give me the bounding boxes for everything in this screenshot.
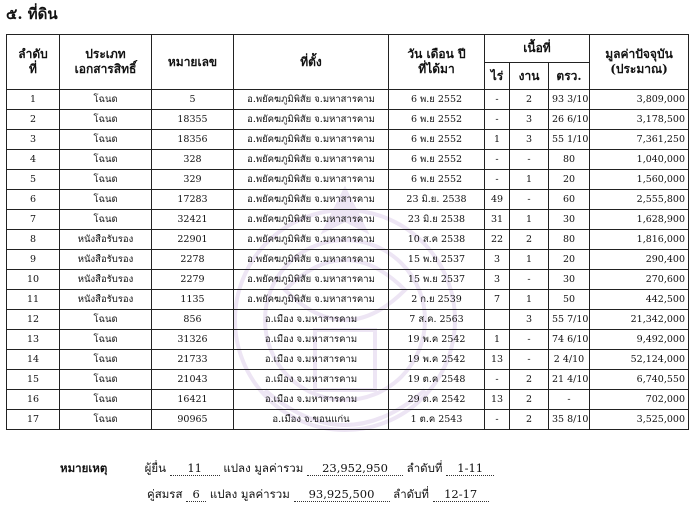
cell-date: 6 พ.ย 2552: [389, 170, 485, 190]
cell-number: 21733: [152, 350, 234, 370]
note-label: หมายเหตุ: [60, 461, 108, 475]
cell-doc-type: โฉนด: [60, 410, 152, 430]
table-row: [7, 190, 689, 210]
table-row: [7, 330, 689, 350]
header-value: มูลค่าปัจจุบัน (ประมาณ): [590, 35, 689, 90]
cell-value: 7,361,250: [590, 130, 689, 150]
cell-value: 1,560,000: [590, 170, 689, 190]
cell-ngan: -: [510, 190, 549, 210]
cell-rai: 13: [485, 390, 510, 410]
cell-no: 10: [7, 270, 60, 290]
cell-date: 15 พ.ย 2537: [389, 270, 485, 290]
note-line-1: [60, 460, 494, 478]
note-total: 23,952,950: [307, 461, 403, 476]
cell-no: 2: [7, 110, 60, 130]
note-order: 1-11: [446, 461, 494, 476]
cell-location: อ.พยัคฆภูมิพิสัย จ.มหาสารคาม: [234, 190, 389, 210]
cell-doc-type: หนังสือรับรอง: [60, 230, 152, 250]
cell-no: 17: [7, 410, 60, 430]
cell-wa: 80: [549, 150, 590, 170]
cell-date: 19 พ.ค 2542: [389, 330, 485, 350]
cell-doc-type: โฉนด: [60, 350, 152, 370]
cell-location: อ.พยัคฆภูมิพิสัย จ.มหาสารคาม: [234, 230, 389, 250]
note-owner: ผู้ยื่น: [144, 461, 166, 475]
header-doc-type: ประเภท เอกสารสิทธิ์: [60, 35, 152, 90]
cell-number: 2279: [152, 270, 234, 290]
cell-wa: 93 3/10: [549, 90, 590, 110]
cell-number: 22901: [152, 230, 234, 250]
cell-ngan: 3: [510, 310, 549, 330]
cell-rai: 22: [485, 230, 510, 250]
cell-number: 32421: [152, 210, 234, 230]
cell-wa: 74 6/10: [549, 330, 590, 350]
cell-value: 3,178,500: [590, 110, 689, 130]
cell-doc-type: โฉนด: [60, 390, 152, 410]
cell-rai: -: [485, 90, 510, 110]
cell-date: 19 ต.ค 2548: [389, 370, 485, 390]
note-line-2: [147, 486, 489, 504]
cell-location: อ.เมือง จ.ขอนแก่น: [234, 410, 389, 430]
header-date: วัน เดือน ปี ที่ได้มา: [389, 35, 485, 90]
cell-ngan: -: [510, 330, 549, 350]
note-unit: แปลง: [223, 461, 251, 475]
cell-value: 1,816,000: [590, 230, 689, 250]
cell-no: 13: [7, 330, 60, 350]
cell-number: 31326: [152, 330, 234, 350]
cell-date: 1 ต.ค 2543: [389, 410, 485, 430]
table-row: [7, 290, 689, 310]
cell-date: 6 พ.ย 2552: [389, 110, 485, 130]
cell-rai: 3: [485, 250, 510, 270]
cell-number: 329: [152, 170, 234, 190]
cell-rai: -: [485, 410, 510, 430]
cell-doc-type: โฉนด: [60, 330, 152, 350]
note-total-label: มูลค่ารวม: [254, 461, 304, 475]
cell-value: 52,124,000: [590, 350, 689, 370]
cell-location: อ.พยัคฆภูมิพิสัย จ.มหาสารคาม: [234, 90, 389, 110]
cell-no: 8: [7, 230, 60, 250]
cell-doc-type: โฉนด: [60, 170, 152, 190]
table-row: [7, 390, 689, 410]
header-ngan: งาน: [510, 63, 549, 90]
cell-date: 7 ส.ค. 2563: [389, 310, 485, 330]
cell-wa: 80: [549, 230, 590, 250]
cell-location: อ.เมือง จ.มหาสารคาม: [234, 310, 389, 330]
header-number: หมายเลข: [152, 35, 234, 90]
cell-ngan: -: [510, 270, 549, 290]
cell-number: 2278: [152, 250, 234, 270]
cell-wa: 60: [549, 190, 590, 210]
section-title: ๕. ที่ดิน: [6, 5, 58, 23]
cell-date: 10 ส.ค 2538: [389, 230, 485, 250]
cell-number: 856: [152, 310, 234, 330]
cell-value: 702,000: [590, 390, 689, 410]
cell-rai: 31: [485, 210, 510, 230]
cell-ngan: 1: [510, 170, 549, 190]
cell-location: อ.พยัคฆภูมิพิสัย จ.มหาสารคาม: [234, 250, 389, 270]
table-row: [7, 310, 689, 330]
cell-doc-type: โฉนด: [60, 130, 152, 150]
table-row: [7, 270, 689, 290]
cell-number: 90965: [152, 410, 234, 430]
cell-ngan: 3: [510, 130, 549, 150]
cell-ngan: 2: [510, 390, 549, 410]
table-row: [7, 130, 689, 150]
cell-no: 15: [7, 370, 60, 390]
header-wa: ตรว.: [549, 63, 590, 90]
cell-date: 15 พ.ย 2537: [389, 250, 485, 270]
note-count: 11: [170, 461, 220, 476]
cell-number: 18356: [152, 130, 234, 150]
cell-rai: -: [485, 110, 510, 130]
cell-wa: 21 4/10: [549, 370, 590, 390]
cell-number: 17283: [152, 190, 234, 210]
cell-wa: 2 4/10: [549, 350, 590, 370]
table-row: [7, 150, 689, 170]
cell-wa: 55 7/10: [549, 310, 590, 330]
cell-no: 11: [7, 290, 60, 310]
cell-rai: 49: [485, 190, 510, 210]
cell-doc-type: หนังสือรับรอง: [60, 270, 152, 290]
cell-number: 16421: [152, 390, 234, 410]
cell-wa: 30: [549, 270, 590, 290]
note-count-2: 6: [186, 487, 206, 502]
cell-no: 1: [7, 90, 60, 110]
cell-rai: 7: [485, 290, 510, 310]
table-row: [7, 370, 689, 390]
cell-value: 3,525,000: [590, 410, 689, 430]
cell-no: 3: [7, 130, 60, 150]
table-row: [7, 90, 689, 110]
cell-doc-type: หนังสือรับรอง: [60, 290, 152, 310]
cell-date: 6 พ.ย 2552: [389, 130, 485, 150]
cell-date: 6 พ.ย 2552: [389, 90, 485, 110]
cell-doc-type: โฉนด: [60, 110, 152, 130]
table-row: [7, 350, 689, 370]
cell-ngan: 3: [510, 110, 549, 130]
cell-date: 23 มิ.ย 2538: [389, 210, 485, 230]
table-row: [7, 170, 689, 190]
header-no: ลำดับ ที่: [7, 35, 60, 90]
cell-value: 3,809,000: [590, 90, 689, 110]
table-row: [7, 250, 689, 270]
cell-doc-type: โฉนด: [60, 150, 152, 170]
cell-date: 23 มิ.ย. 2538: [389, 190, 485, 210]
cell-doc-type: โฉนด: [60, 210, 152, 230]
cell-value: 21,342,000: [590, 310, 689, 330]
cell-rai: -: [485, 150, 510, 170]
cell-ngan: 1: [510, 210, 549, 230]
cell-doc-type: โฉนด: [60, 310, 152, 330]
note-unit-2: แปลง: [209, 487, 238, 501]
note-order-label: ลำดับที่: [406, 461, 443, 475]
cell-ngan: 2: [510, 230, 549, 250]
cell-ngan: -: [510, 150, 549, 170]
cell-location: อ.เมือง จ.มหาสารคาม: [234, 390, 389, 410]
cell-location: อ.เมือง จ.มหาสารคาม: [234, 350, 389, 370]
cell-location: อ.เมือง จ.มหาสารคาม: [234, 370, 389, 390]
cell-value: 6,740,550: [590, 370, 689, 390]
cell-location: อ.พยัคฆภูมิพิสัย จ.มหาสารคาม: [234, 210, 389, 230]
cell-doc-type: โฉนด: [60, 90, 152, 110]
cell-doc-type: โฉนด: [60, 370, 152, 390]
cell-wa: 20: [549, 170, 590, 190]
land-table: [6, 34, 689, 430]
cell-number: 328: [152, 150, 234, 170]
cell-doc-type: โฉนด: [60, 190, 152, 210]
cell-no: 6: [7, 190, 60, 210]
cell-rai: -: [485, 370, 510, 390]
cell-value: 1,040,000: [590, 150, 689, 170]
cell-number: 5: [152, 90, 234, 110]
cell-ngan: 1: [510, 250, 549, 270]
cell-value: 9,492,000: [590, 330, 689, 350]
cell-value: 290,400: [590, 250, 689, 270]
cell-wa: 30: [549, 210, 590, 230]
cell-ngan: 2: [510, 90, 549, 110]
cell-value: 2,555,800: [590, 190, 689, 210]
header-area: เนื้อที่: [485, 35, 590, 63]
cell-no: 16: [7, 390, 60, 410]
cell-date: 29 ต.ค 2542: [389, 390, 485, 410]
cell-no: 5: [7, 170, 60, 190]
cell-wa: 26 6/10: [549, 110, 590, 130]
cell-no: 7: [7, 210, 60, 230]
note-order-2: 12-17: [433, 487, 489, 502]
cell-number: 1135: [152, 290, 234, 310]
cell-rai: 3: [485, 270, 510, 290]
table-row: [7, 110, 689, 130]
cell-wa: -: [549, 390, 590, 410]
cell-no: 12: [7, 310, 60, 330]
cell-wa: 35 8/10: [549, 410, 590, 430]
table-row: [7, 210, 689, 230]
cell-rai: 13: [485, 350, 510, 370]
cell-date: 6 พ.ย 2552: [389, 150, 485, 170]
cell-location: อ.พยัคฆภูมิพิสัย จ.มหาสารคาม: [234, 170, 389, 190]
cell-location: อ.พยัคฆภูมิพิสัย จ.มหาสารคาม: [234, 270, 389, 290]
cell-no: 9: [7, 250, 60, 270]
cell-ngan: 2: [510, 410, 549, 430]
cell-location: อ.พยัคฆภูมิพิสัย จ.มหาสารคาม: [234, 150, 389, 170]
header-rai: ไร่: [485, 63, 510, 90]
cell-rai: 1: [485, 130, 510, 150]
table-header-row: [7, 35, 689, 63]
cell-rai: [485, 310, 510, 330]
cell-number: 21043: [152, 370, 234, 390]
note-spouse: คู่สมรส: [147, 487, 183, 501]
cell-location: อ.พยัคฆภูมิพิสัย จ.มหาสารคาม: [234, 110, 389, 130]
cell-wa: 55 1/10: [549, 130, 590, 150]
cell-ngan: 1: [510, 290, 549, 310]
cell-rai: -: [485, 170, 510, 190]
cell-doc-type: หนังสือรับรอง: [60, 250, 152, 270]
header-location: ที่ตั้ง: [234, 35, 389, 90]
cell-date: 19 พ.ค 2542: [389, 350, 485, 370]
table-row: [7, 410, 689, 430]
cell-ngan: 2: [510, 370, 549, 390]
cell-no: 4: [7, 150, 60, 170]
cell-value: 270,600: [590, 270, 689, 290]
note-order-label-2: ลำดับที่: [393, 487, 430, 501]
table-row: [7, 230, 689, 250]
cell-location: อ.พยัคฆภูมิพิสัย จ.มหาสารคาม: [234, 290, 389, 310]
cell-no: 14: [7, 350, 60, 370]
cell-wa: 20: [549, 250, 590, 270]
note-total-2: 93,925,500: [294, 487, 390, 502]
cell-value: 442,500: [590, 290, 689, 310]
cell-rai: 1: [485, 330, 510, 350]
cell-location: อ.เมือง จ.มหาสารคาม: [234, 330, 389, 350]
cell-number: 18355: [152, 110, 234, 130]
note-total-label-2: มูลค่ารวม: [240, 487, 290, 501]
cell-date: 2 ก.ย 2539: [389, 290, 485, 310]
cell-ngan: -: [510, 350, 549, 370]
cell-value: 1,628,900: [590, 210, 689, 230]
cell-wa: 50: [549, 290, 590, 310]
cell-location: อ.พยัคฆภูมิพิสัย จ.มหาสารคาม: [234, 130, 389, 150]
